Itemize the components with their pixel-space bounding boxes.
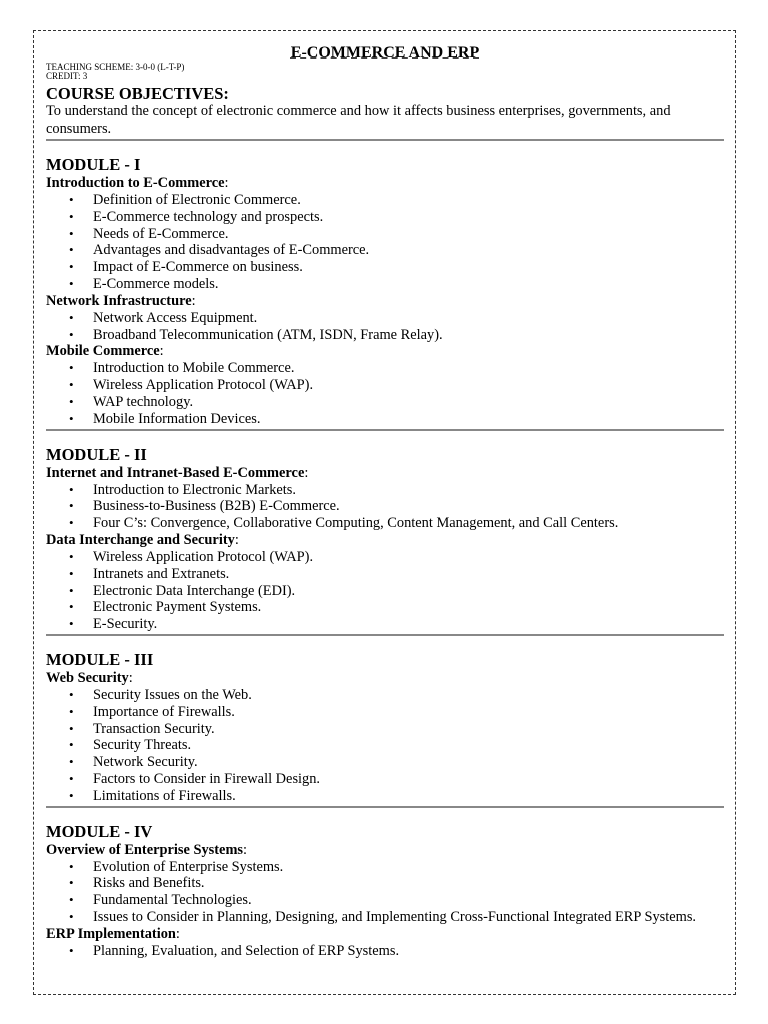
module-block — [46, 650, 724, 808]
section-heading: Internet and Intranet-Based E-Commerce: — [46, 464, 309, 481]
objectives-heading: COURSE OBJECTIVES: — [46, 84, 229, 103]
topic-item: • Fundamental Technologies. — [46, 892, 724, 909]
topic-item: • Needs of E-Commerce. — [46, 226, 724, 243]
section-title: Mobile Commerce — [46, 343, 160, 360]
topic-item: • Intranets and Extranets. — [46, 566, 724, 583]
syllabus-document — [46, 43, 724, 960]
topic-item: • Wireless Application Protocol (WAP). — [46, 377, 724, 394]
topic-item: • Electronic Payment Systems. — [46, 599, 724, 616]
topic-list — [46, 549, 724, 633]
topic-item: • Four C’s: Convergence, Collaborative Computing, Content Management, and Call Centers. — [46, 515, 724, 532]
divider — [46, 634, 724, 636]
topic-item: • E-Commerce technology and prospects. — [46, 209, 724, 226]
module-heading: MODULE - IV — [46, 821, 153, 841]
module-block — [46, 822, 724, 960]
topic-item: • Issues to Consider in Planning, Designing, and Implementing Cross-Functional Integrated ERP Systems. — [46, 909, 724, 926]
section-heading: Network Infrastructure: — [46, 292, 196, 309]
section-title: ERP Implementation — [46, 925, 176, 942]
credit: CREDIT: 3 — [46, 71, 88, 81]
section-heading: Mobile Commerce: — [46, 343, 164, 360]
module-heading: MODULE - II — [46, 444, 147, 464]
topic-item: • E-Commerce models. — [46, 276, 724, 293]
topic-item: • Planning, Evaluation, and Selection of ERP Systems. — [46, 943, 724, 960]
topic-item: • Broadband Telecommunication (ATM, ISDN, Frame Relay). — [46, 327, 724, 344]
topic-item: • Security Threats. — [46, 737, 724, 754]
section-title: Overview of Enterprise Systems — [46, 841, 244, 858]
topic-list — [46, 360, 724, 427]
module-heading: MODULE - III — [46, 649, 154, 669]
topic-item: • Introduction to Mobile Commerce. — [46, 360, 724, 377]
modules-container — [46, 155, 724, 960]
section-title: Introduction to E-Commerce — [46, 175, 225, 191]
topic-list — [46, 943, 724, 960]
topic-item: • Impact of E-Commerce on business. — [46, 259, 724, 276]
section-heading: Web Security: — [46, 669, 133, 686]
topic-item: • Security Issues on the Web. — [46, 687, 724, 704]
topic-item: • Evolution of Enterprise Systems. — [46, 859, 724, 876]
module-block — [46, 155, 724, 431]
topic-item: • WAP technology. — [46, 394, 724, 411]
course-title: E-COMMERCE AND ERP — [290, 44, 480, 61]
divider — [46, 139, 724, 141]
section-heading: Data Interchange and Security: — [46, 531, 239, 548]
topic-item: • E-Security. — [46, 616, 724, 633]
topic-list — [46, 482, 724, 532]
module-block — [46, 445, 724, 636]
objectives-text: To understand the concept of electronic commerce and how it affects business enterprises, governments, and consumers. — [46, 103, 671, 137]
section-heading: ERP Implementation: — [46, 925, 180, 942]
section-heading: Overview of Enterprise Systems: — [46, 841, 248, 858]
section-title: Network Infrastructure — [46, 292, 192, 309]
topic-list — [46, 310, 724, 344]
topic-item: • Risks and Benefits. — [46, 875, 724, 892]
topic-list — [46, 859, 724, 926]
topic-item: • Wireless Application Protocol (WAP). — [46, 549, 724, 566]
teaching-scheme: TEACHING SCHEME: 3-0-0 (L-T-P) — [46, 62, 185, 72]
topic-list — [46, 192, 724, 293]
topic-item: • Network Access Equipment. — [46, 310, 724, 327]
divider — [46, 429, 724, 431]
topic-item: • Definition of Electronic Commerce. — [46, 192, 724, 209]
topic-item: • Mobile Information Devices. — [46, 411, 724, 428]
topic-item: • Business-to-Business (B2B) E-Commerce. — [46, 498, 724, 515]
divider — [46, 806, 724, 808]
topic-list — [46, 687, 724, 805]
topic-item: • Advantages and disadvantages of E-Commerce. — [46, 242, 724, 259]
topic-item: • Introduction to Electronic Markets. — [46, 482, 724, 499]
module-heading: MODULE - I — [46, 155, 141, 174]
topic-item: • Importance of Firewalls. — [46, 704, 724, 721]
topic-item: • Network Security. — [46, 754, 724, 771]
section-title: Internet and Intranet-Based E-Commerce — [46, 464, 305, 481]
section-title: Data Interchange and Security — [46, 531, 235, 548]
section-title: Web Security — [46, 669, 129, 686]
topic-item: • Electronic Data Interchange (EDI). — [46, 583, 724, 600]
section-heading: Introduction to E-Commerce: — [46, 175, 229, 191]
topic-item: • Transaction Security. — [46, 721, 724, 738]
topic-item: • Limitations of Firewalls. — [46, 788, 724, 805]
topic-item: • Factors to Consider in Firewall Design. — [46, 771, 724, 788]
